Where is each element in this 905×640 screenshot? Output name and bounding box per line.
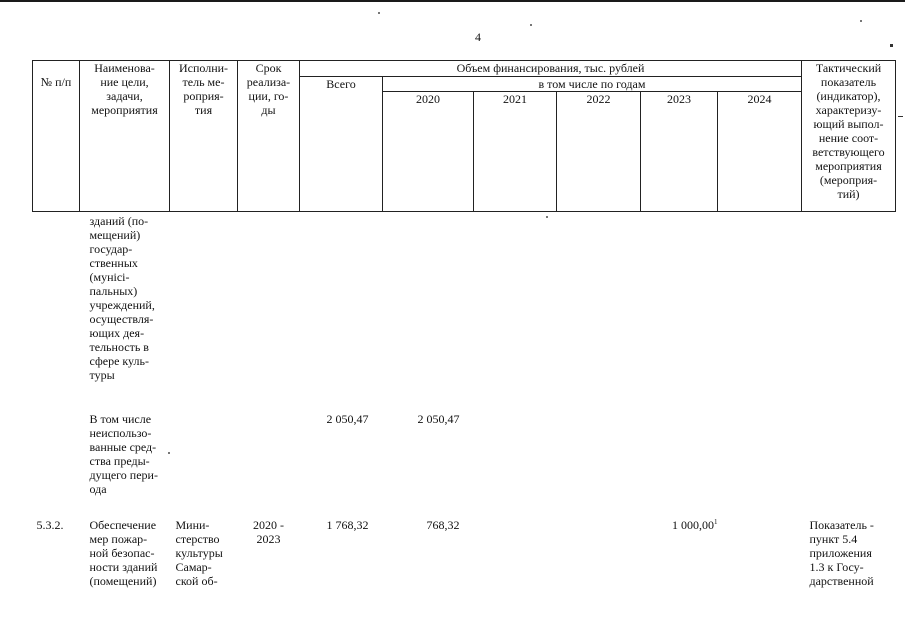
scan-speck <box>890 44 893 47</box>
cell-total: 1 768,32 <box>326 517 369 532</box>
cell-2023-value: 1 000,00 <box>672 517 714 532</box>
cell-2023 <box>641 518 718 608</box>
cell-executor <box>170 212 238 412</box>
cell-2020: 768,32 <box>426 517 460 532</box>
cell-term: 2020 - 2023 <box>253 517 284 546</box>
cell-total: 2 050,47 <box>326 411 369 426</box>
cell-num: 5.3.2. <box>36 517 64 532</box>
table-row <box>33 412 896 518</box>
cell-2021 <box>474 412 557 518</box>
cell-executor <box>170 412 238 518</box>
cell-term <box>238 212 300 412</box>
cell-2024 <box>718 412 802 518</box>
cell-2024 <box>718 212 802 412</box>
table-header <box>33 61 896 212</box>
table-body <box>33 212 896 608</box>
header-years-group: в том числе по годам <box>383 77 802 92</box>
cell-term <box>238 412 300 518</box>
cell-executor: Мини- стерство культуры Самар- ской об- <box>175 517 223 588</box>
cell-2020 <box>383 212 474 412</box>
table-row <box>33 212 896 412</box>
cell-indicator <box>802 212 896 412</box>
header-year-2023: 2023 <box>641 92 718 212</box>
scan-speck <box>378 12 380 14</box>
scan-speck <box>530 24 532 26</box>
cell-2024 <box>718 518 802 608</box>
header-term: Срок реализа- ции, го- ды <box>238 61 300 212</box>
financing-table <box>32 60 896 608</box>
header-funding-group: Объем финансирования, тыс. рублей <box>300 61 802 77</box>
top-rule <box>0 0 905 2</box>
header-name: Наименова- ние цели, задачи, мероприятия <box>80 61 170 212</box>
cell-2021 <box>474 212 557 412</box>
cell-total <box>300 212 383 412</box>
cell-num <box>33 412 80 518</box>
header-indicator: Тактический показатель (индикатор), характеризу- ющий выпол- нение соот- ветствующего мероприятия (мероприя- тий) <box>802 61 896 212</box>
cell-num <box>33 212 80 412</box>
table-row <box>33 518 896 608</box>
cell-2021 <box>474 518 557 608</box>
header-year-2024: 2024 <box>718 92 802 212</box>
footnote-marker: 1 <box>714 517 718 526</box>
cell-name: зданий (по- мещений) государ- ственных (мунici- пальных) учреждений, осуществля- ющих дея- тельность в сфере куль- туры <box>89 214 155 382</box>
header-year-2021: 2021 <box>474 92 557 212</box>
header-total: Всего <box>300 77 383 212</box>
scan-speck <box>898 116 903 117</box>
cell-2020: 2 050,47 <box>417 411 460 426</box>
scan-speck <box>860 20 862 22</box>
cell-2022 <box>557 412 641 518</box>
cell-2023 <box>641 212 718 412</box>
cell-2022 <box>557 212 641 412</box>
cell-2022 <box>557 518 641 608</box>
page-number: 4 <box>475 30 481 44</box>
header-executor: Исполни- тель ме- роприя- тия <box>170 61 238 212</box>
header-year-2020: 2020 <box>383 92 474 212</box>
header-num: № п/п <box>33 61 80 212</box>
cell-name: В том числе неиспользо- ванные сред- ства преды- дущего пери- ода <box>89 411 158 496</box>
cell-indicator <box>802 412 896 518</box>
cell-2023 <box>641 412 718 518</box>
header-year-2022: 2022 <box>557 92 641 212</box>
cell-indicator: Показатель - пункт 5.4 приложения 1.3 к Госу- дарственной <box>809 517 874 588</box>
cell-name: Обеспечение мер пожар- ной безопас- ности зданий (помещений) <box>89 517 158 588</box>
